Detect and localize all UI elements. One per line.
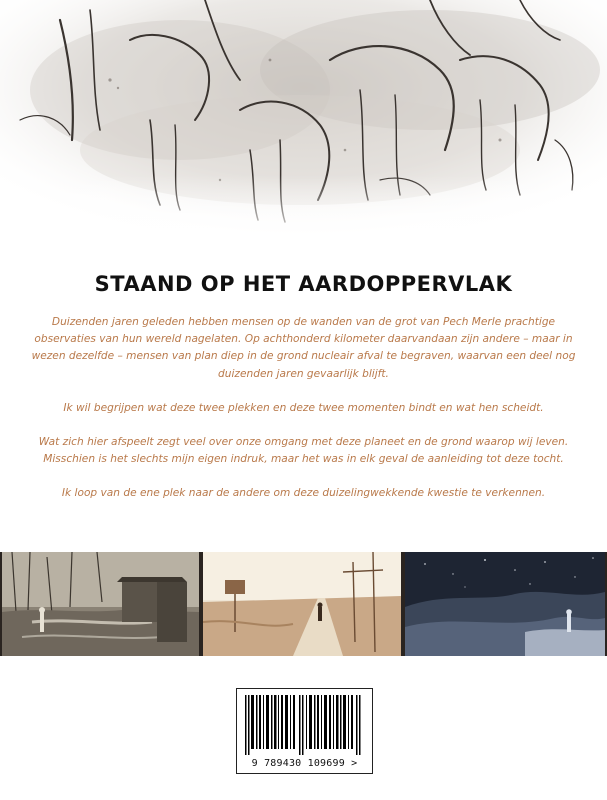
panel-forest-stream bbox=[2, 552, 199, 656]
isbn-barcode bbox=[236, 688, 373, 774]
isbn-number: 9 789430 109699 > bbox=[251, 758, 358, 769]
blurb-paragraph-3: Wat zich hier afspeelt zegt veel over onze omgang met deze planeet en de grond waarop wij leven. Misschien is het slechts mijn eigen indruk, maar het was in elk geval de aanleiding tot deze tocht. bbox=[38, 436, 569, 466]
blurb-paragraph-4: Ik loop van de ene plek naar de andere om deze duizelingwekkende kwestie te verkennen. bbox=[61, 487, 546, 500]
cave-painting-illustration bbox=[0, 0, 607, 250]
blurb-text bbox=[20, 314, 587, 520]
panel-country-road bbox=[203, 552, 401, 656]
illustration-strip bbox=[0, 552, 607, 656]
panel-night-landscape bbox=[405, 552, 605, 656]
blurb-paragraph-1: Duizenden jaren geleden hebben mensen op de wanden van de grot van Pech Merle prachtige observaties van hun wereld nagelaten. Op achthonderd kilometer daarvandaan zijn andere – maar in wezen dezelfde – mensen van plan diep in de grond nucleair afval te begraven, waarvan een deel nog duizenden jaren gevaarlijk blijft. bbox=[31, 316, 576, 380]
barcode-icon bbox=[243, 695, 366, 755]
book-title: STAAND OP HET AARDOPPERVLAK bbox=[94, 272, 513, 296]
blurb-paragraph-2: Ik wil begrijpen wat deze twee plekken en deze twee momenten bindt en wat hen scheidt. bbox=[63, 401, 544, 414]
